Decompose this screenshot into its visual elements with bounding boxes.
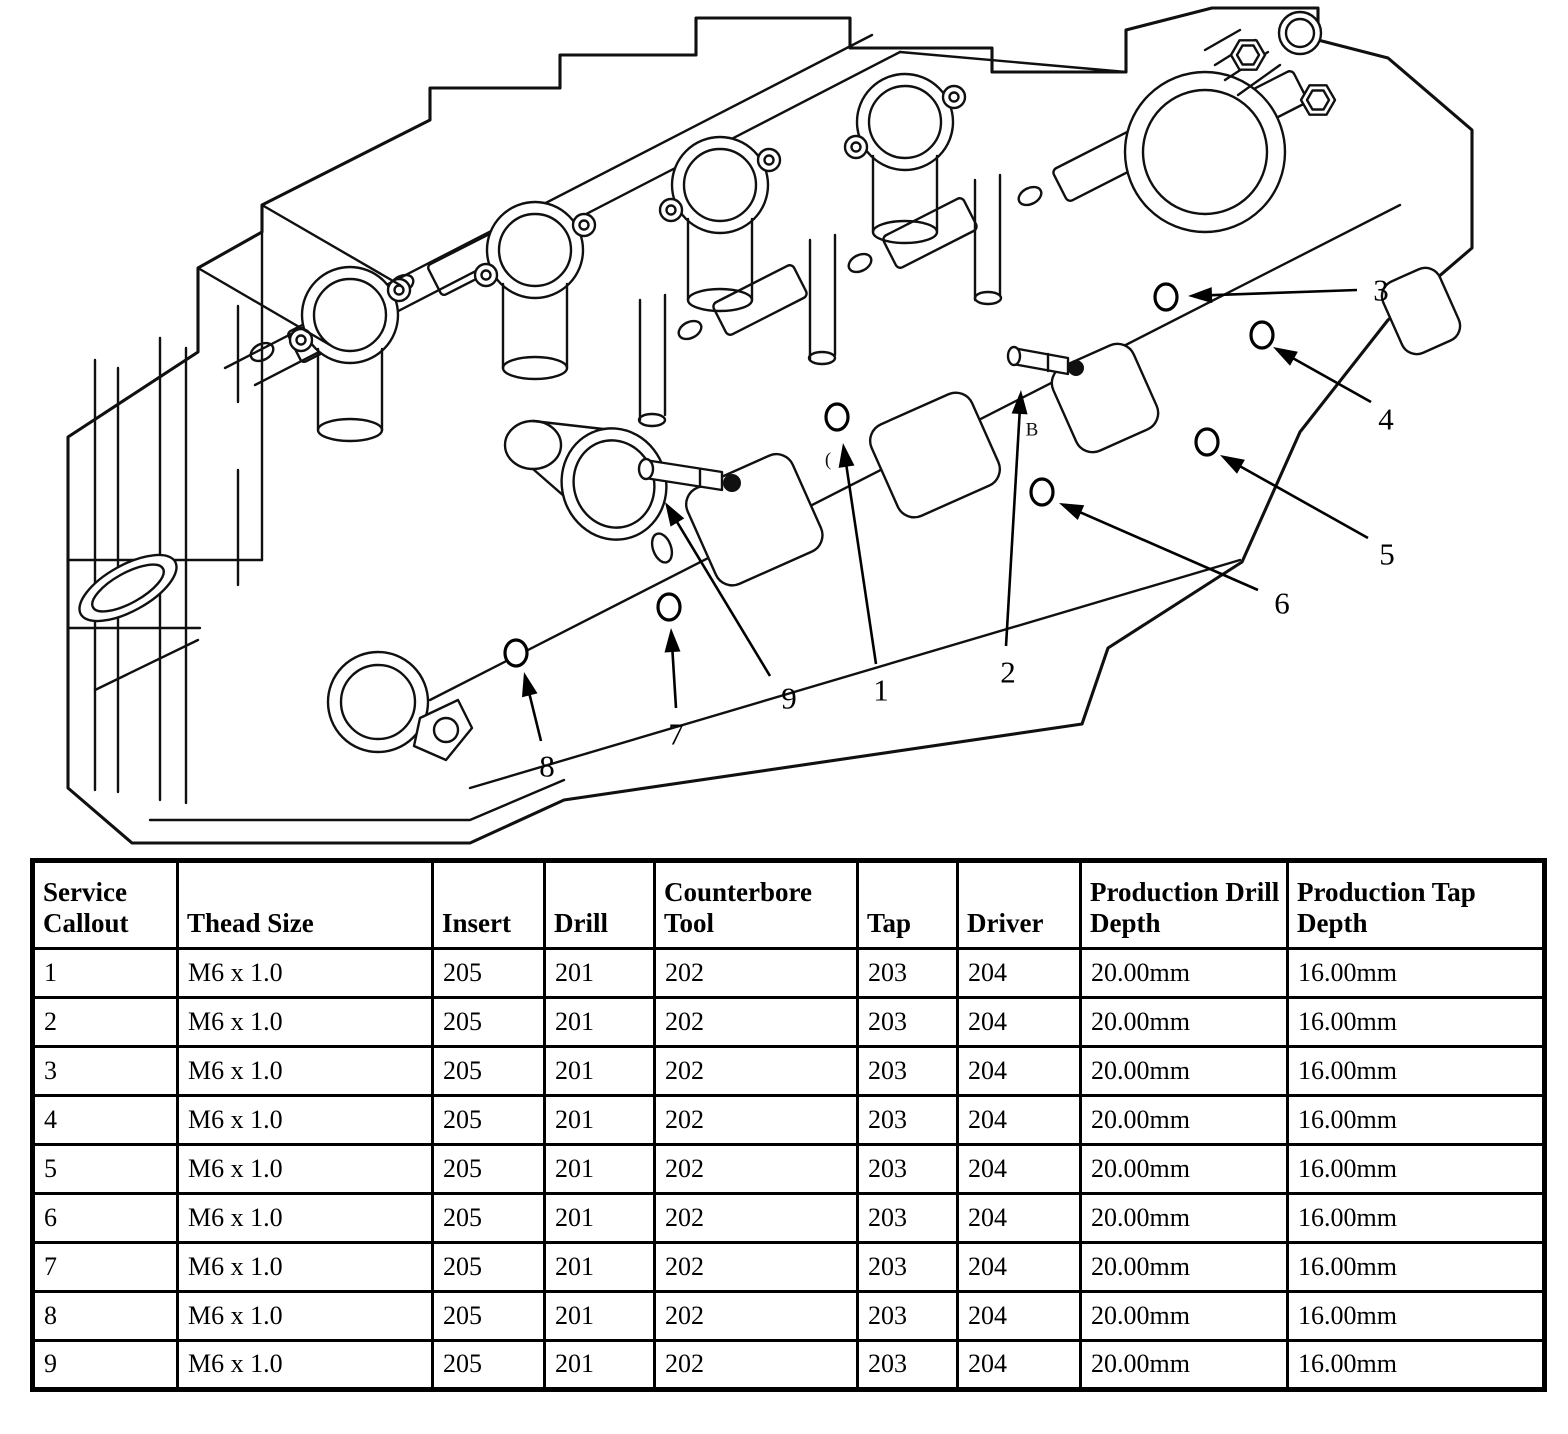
table-cell: 20.00mm: [1081, 949, 1288, 998]
table-cell: 20.00mm: [1081, 1047, 1288, 1096]
table-cell: M6 x 1.0: [178, 998, 433, 1047]
table-row: [33, 1243, 1545, 1292]
callout-label-8: 8: [539, 748, 555, 784]
table-cell: 205: [433, 1145, 545, 1194]
table-cell: 20.00mm: [1081, 1243, 1288, 1292]
table-cell: 202: [655, 949, 858, 998]
insert-hole-7: [658, 594, 680, 620]
table-cell: M6 x 1.0: [178, 1341, 433, 1390]
insert-hole-8: [505, 640, 527, 666]
table-cell: 204: [958, 1047, 1081, 1096]
table-cell: 1: [33, 949, 178, 998]
table-cell: 7: [33, 1243, 178, 1292]
table-cell: 205: [433, 1047, 545, 1096]
callout-label-3: 3: [1373, 272, 1389, 308]
table-cell: 16.00mm: [1288, 1194, 1545, 1243]
table-cell: 202: [655, 1096, 858, 1145]
table-cell: 203: [858, 1341, 958, 1390]
table-cell: 203: [858, 998, 958, 1047]
table-cell: 203: [858, 949, 958, 998]
table-cell: 5: [33, 1145, 178, 1194]
table-cell: 202: [655, 1047, 858, 1096]
table-row: [33, 1047, 1545, 1096]
table-cell: 16.00mm: [1288, 1243, 1545, 1292]
table-row: [33, 949, 1545, 998]
table-cell: 20.00mm: [1081, 1341, 1288, 1390]
table-cell: M6 x 1.0: [178, 1047, 433, 1096]
table-cell: 204: [958, 1145, 1081, 1194]
table-cell: 201: [545, 1096, 655, 1145]
table-cell: 20.00mm: [1081, 998, 1288, 1047]
table-cell: 20.00mm: [1081, 1096, 1288, 1145]
table-cell: 203: [858, 1096, 958, 1145]
table-cell: 16.00mm: [1288, 998, 1545, 1047]
table-cell: 204: [958, 1292, 1081, 1341]
table-cell: 204: [958, 1341, 1081, 1390]
table-row: [33, 1292, 1545, 1341]
column-header: Drill: [545, 861, 655, 949]
table-cell: 2: [33, 998, 178, 1047]
table-cell: M6 x 1.0: [178, 1292, 433, 1341]
table-cell: 201: [545, 949, 655, 998]
table-cell: 205: [433, 1194, 545, 1243]
table-cell: 20.00mm: [1081, 1145, 1288, 1194]
table-row: [33, 1145, 1545, 1194]
cast-mark: B: [1025, 419, 1039, 441]
table-cell: 16.00mm: [1288, 1341, 1545, 1390]
insert-hole-5: [1196, 429, 1218, 455]
table-cell: 201: [545, 1341, 655, 1390]
insert-hole-6: [1031, 479, 1053, 505]
table-cell: 201: [545, 1292, 655, 1341]
table-cell: 202: [655, 1194, 858, 1243]
table-cell: 204: [958, 1194, 1081, 1243]
table-cell: 16.00mm: [1288, 1096, 1545, 1145]
table-cell: 204: [958, 1243, 1081, 1292]
table-cell: 202: [655, 1145, 858, 1194]
table-cell: 8: [33, 1292, 178, 1341]
column-header: Insert: [433, 861, 545, 949]
table-cell: 201: [545, 1145, 655, 1194]
table-cell: 205: [433, 949, 545, 998]
table-cell: 201: [545, 1243, 655, 1292]
table-cell: 204: [958, 949, 1081, 998]
table-row: [33, 1096, 1545, 1145]
cast-mark: (: [824, 449, 832, 471]
column-header: Thead Size: [178, 861, 433, 949]
table-cell: M6 x 1.0: [178, 1096, 433, 1145]
table-cell: 205: [433, 1243, 545, 1292]
table-cell: 204: [958, 1096, 1081, 1145]
cylinder-head-artwork: [68, 8, 1472, 843]
table-cell: 205: [433, 998, 545, 1047]
table-cell: 201: [545, 1194, 655, 1243]
table-cell: 202: [655, 998, 858, 1047]
table-cell: 20.00mm: [1081, 1194, 1288, 1243]
table-row: [33, 998, 1545, 1047]
table-cell: 3: [33, 1047, 178, 1096]
table-cell: M6 x 1.0: [178, 1145, 433, 1194]
table-cell: 203: [858, 1047, 958, 1096]
table-cell: 16.00mm: [1288, 1047, 1545, 1096]
table-cell: M6 x 1.0: [178, 1194, 433, 1243]
table-row: [33, 1341, 1545, 1390]
table-cell: 203: [858, 1292, 958, 1341]
table-cell: 205: [433, 1096, 545, 1145]
table-row: [33, 1194, 1545, 1243]
table-cell: 203: [858, 1243, 958, 1292]
table-cell: 201: [545, 998, 655, 1047]
table-header-row: [33, 861, 1545, 949]
table-cell: 16.00mm: [1288, 949, 1545, 998]
column-header: Driver: [958, 861, 1081, 949]
insert-hole-3: [1155, 284, 1177, 310]
service-callout-table: [30, 858, 1547, 1392]
callout-label-2: 2: [1000, 654, 1016, 690]
table-cell: 16.00mm: [1288, 1145, 1545, 1194]
table-cell: 205: [433, 1292, 545, 1341]
table-cell: 202: [655, 1292, 858, 1341]
insert-hole-1: [826, 404, 848, 430]
table-cell: M6 x 1.0: [178, 1243, 433, 1292]
table-cell: 20.00mm: [1081, 1292, 1288, 1341]
callout-label-6: 6: [1274, 585, 1290, 621]
callout-label-1: 1: [873, 672, 889, 708]
callout-label-5: 5: [1379, 536, 1395, 572]
column-header: Tap: [858, 861, 958, 949]
table-cell: 9: [33, 1341, 178, 1390]
insert-hole-4: [1251, 322, 1273, 348]
table-cell: 204: [958, 998, 1081, 1047]
callout-label-4: 4: [1378, 401, 1394, 437]
table-cell: 205: [433, 1341, 545, 1390]
table-cell: 202: [655, 1243, 858, 1292]
callout-label-7: 7: [668, 716, 684, 752]
table-cell: 201: [545, 1047, 655, 1096]
callout-label-9: 9: [781, 680, 797, 716]
table-cell: 203: [858, 1194, 958, 1243]
column-header: Production Drill Depth: [1081, 861, 1288, 949]
table-cell: M6 x 1.0: [178, 949, 433, 998]
spec-table-wrap: [30, 858, 1542, 1392]
table-cell: 202: [655, 1341, 858, 1390]
column-header: Production Tap Depth: [1288, 861, 1545, 949]
table-cell: 203: [858, 1145, 958, 1194]
table-cell: 16.00mm: [1288, 1292, 1545, 1341]
column-header: Counterbore Tool: [655, 861, 858, 949]
table-cell: 6: [33, 1194, 178, 1243]
table-cell: 4: [33, 1096, 178, 1145]
column-header: Service Callout: [33, 861, 178, 949]
